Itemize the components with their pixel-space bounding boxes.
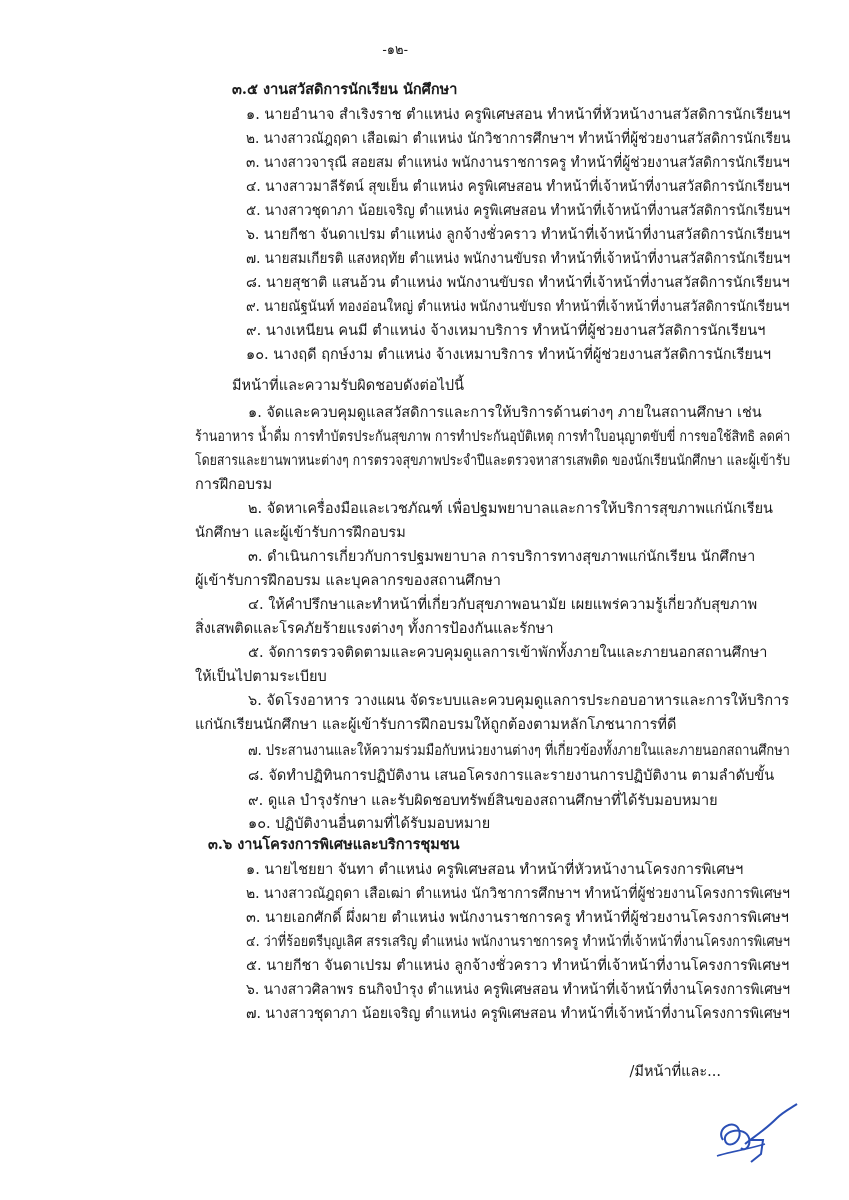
continued-note: /มีหน้าที่และ... [629,1064,721,1080]
duty-item: ๗. ประสานงานและให้ความร่วมมือกับหน่วยงานต่างๆ ที่เกี่ยวข้องทั้งภายในและภายนอกสถานศึกษา [248,743,790,759]
section-35-duties-intro: มีหน้าที่และความรับผิดชอบดังต่อไปนี้ [232,378,464,394]
duty-item: ๙. ดูแล บำรุงรักษา และรับผิดชอบทรัพย์สินของสถานศึกษาที่ได้รับมอบหมาย [248,793,718,809]
section-36-heading: ๓.๖ งานโครงการพิเศษและบริการชุมชน [208,836,460,853]
duty-item: ๕. จัดการตรวจติดตามและควบคุมดูแลการเข้าพักทั้งภายในและภายนอกสถานศึกษา [248,645,768,661]
staff-entry: ๙. นางเหนียน คนมี ตำแหน่ง จ้างเหมาบริการ ทำหน้าที่ผู้ช่วยงานสวัสดิการนักเรียนฯ [246,323,766,339]
staff-entry: ๔. นางสาวมาลีรัตน์ สุขเย็น ตำแหน่ง ครูพิเศษสอน ทำหน้าที่เจ้าหน้าที่งานสวัสดิการนักเรียนฯ [246,179,790,195]
staff-entry: ๑. นายไชยยา จันทา ตำแหน่ง ครูพิเศษสอน ทำหน้าที่หัวหน้างานโครงการพิเศษฯ [246,862,744,878]
duty-item-continuation: แก่นักเรียนนักศึกษา และผู้เข้ารับการฝึกอบรมให้ถูกต้องตามหลักโภชนาการที่ดี [195,717,677,733]
staff-entry: ๙. นายณัฐนันท์ ทองอ่อนใหญ่ ตำแหน่ง พนักงานขับรถ ทำหน้าที่เจ้าหน้าที่งานสวัสดิการนักเรียนฯ [246,299,790,315]
duty-item: ๑๐. ปฏิบัติงานอื่นตามที่ได้รับมอบหมาย [248,816,491,832]
signature-mark [705,1100,805,1180]
duty-item: ๘. จัดทำปฏิทินการปฏิบัติงาน เสนอโครงการและรายงานการปฏิบัติงาน ตามลำดับขั้น [248,768,775,784]
page-number: -๑๒- [382,42,409,58]
staff-entry: ๗. นางสาวชุดาภา น้อยเจริญ ตำแหน่ง ครูพิเศษสอน ทำหน้าที่เจ้าหน้าที่งานโครงการพิเศษฯ [246,1006,790,1022]
duty-item: ๒. จัดหาเครื่องมือและเวชภัณฑ์ เพื่อปฐมพยาบาลและการให้บริการสุขภาพแก่นักเรียน [248,501,773,517]
duty-item-continuation: ให้เป็นไปตามระเบียบ [195,669,327,685]
staff-entry: ๕. นางสาวชุดาภา น้อยเจริญ ตำแหน่ง ครูพิเศษสอน ทำหน้าที่เจ้าหน้าที่งานสวัสดิการนักเรียนฯ [246,203,791,219]
staff-entry: ๕. นายกีชา จันดาเปรม ตำแหน่ง ลูกจ้างชั่วคราว ทำหน้าที่เจ้าหน้าที่งานโครงการพิเศษฯ [246,958,790,974]
staff-entry: ๖. นางสาวศิลาพร ธนกิจบำรุง ตำแหน่ง ครูพิเศษสอน ทำหน้าที่เจ้าหน้าที่งานโครงการพิเศษฯ [246,982,791,998]
staff-entry: ๗. นายสมเกียรติ แสงหฤทัย ตำแหน่ง พนักงานขับรถ ทำหน้าที่เจ้าหน้าที่งานสวัสดิการนักเรียนฯ [246,251,791,267]
duty-item-continuation: ร้านอาหาร น้ำดื่ม การทำบัตรประกันสุขภาพ การทำประกันอุบัติเหตุ การทำใบอนุญาตขับขี่ การขอใช้สิทธิ ลดค่า [195,429,791,445]
staff-entry: ๖. นายกีชา จันดาเปรม ตำแหน่ง ลูกจ้างชั่วคราว ทำหน้าที่เจ้าหน้าที่งานสวัสดิการนักเรียนฯ [246,227,791,243]
staff-entry: ๘. นายสุชาติ แสนอ้วน ตำแหน่ง พนักงานขับรถ ทำหน้าที่เจ้าหน้าที่งานสวัสดิการนักเรียนฯ [246,275,790,291]
duty-item-continuation: ผู้เข้ารับการฝึกอบรม และบุคลากรของสถานศึกษา [195,573,501,589]
duty-item-continuation: นักศึกษา และผู้เข้ารับการฝึกอบรม [195,525,406,541]
staff-entry: ๒. นางสาวณัฎฤดา เสือเฒ่า ตำแหน่ง นักวิชาการศึกษาฯ ทำหน้าที่ผู้ช่วยงานสวัสดิการนักเรียน [246,131,791,147]
staff-entry: ๑. นายอำนาจ สำเริงราช ตำแหน่ง ครูพิเศษสอน ทำหน้าที่หัวหน้างานสวัสดิการนักเรียนฯ [246,107,791,123]
duty-item: ๔. ให้คำปรึกษาและทำหน้าที่เกี่ยวกับสุขภาพอนามัย เผยแพร่ความรู้เกี่ยวกับสุขภาพ [248,597,758,613]
duty-item: ๖. จัดโรงอาหาร วางแผน จัดระบบและควบคุมดูแลการประกอบอาหารและการให้บริการ [248,693,790,709]
duty-item-continuation: สิ่งเสพติดและโรคภัยร้ายแรงต่างๆ ทั้งการป้องกันและรักษา [195,621,554,637]
staff-entry: ๓. นายเอกศักดิ์ ผึ่งผาย ตำแหน่ง พนักงานราชการครู ทำหน้าที่ผู้ช่วยงานโครงการพิเศษฯ [246,910,789,926]
staff-entry: ๒. นางสาวณัฎฤดา เสือเฒ่า ตำแหน่ง นักวิชาการศึกษาฯ ทำหน้าที่ผู้ช่วยงานโครงการพิเศษฯ [246,886,790,902]
duty-item: ๑. จัดและควบคุมดูแลสวัสดิการและการให้บริการด้านต่างๆ ภายในสถานศึกษา เช่น [248,405,762,421]
staff-entry: ๔. ว่าที่ร้อยตรีบุญเลิศ สรรเสริญ ตำแหน่ง พนักงานราชการครู ทำหน้าที่เจ้าหน้าที่งานโครงการพิเศษฯ [246,934,791,950]
staff-entry: ๓. นางสาวจารุณี สอยสม ตำแหน่ง พนักงานราชการครู ทำหน้าที่ผู้ช่วยงานสวัสดิการนักเรียนฯ [246,155,790,171]
duty-item: ๓. ดำเนินการเกี่ยวกับการปฐมพยาบาล การบริการทางสุขภาพแก่นักเรียน นักศึกษา [248,549,756,565]
duty-item-continuation: การฝึกอบรม [195,477,273,493]
section-35-heading: ๓.๕ งานสวัสดิการนักเรียน นักศึกษา [232,81,458,98]
duty-item-continuation: โดยสารและยานพาหนะต่างๆ การตรวจสุขภาพประจำปีและตรวจหาสารเสพติด ของนักเรียนนักศึกษา และผู้เข้ารับ [195,453,791,469]
staff-entry: ๑๐. นางฤดี ฤกษ์งาม ตำแหน่ง จ้างเหมาบริการ ทำหน้าที่ผู้ช่วยงานสวัสดิการนักเรียนฯ [246,347,771,363]
